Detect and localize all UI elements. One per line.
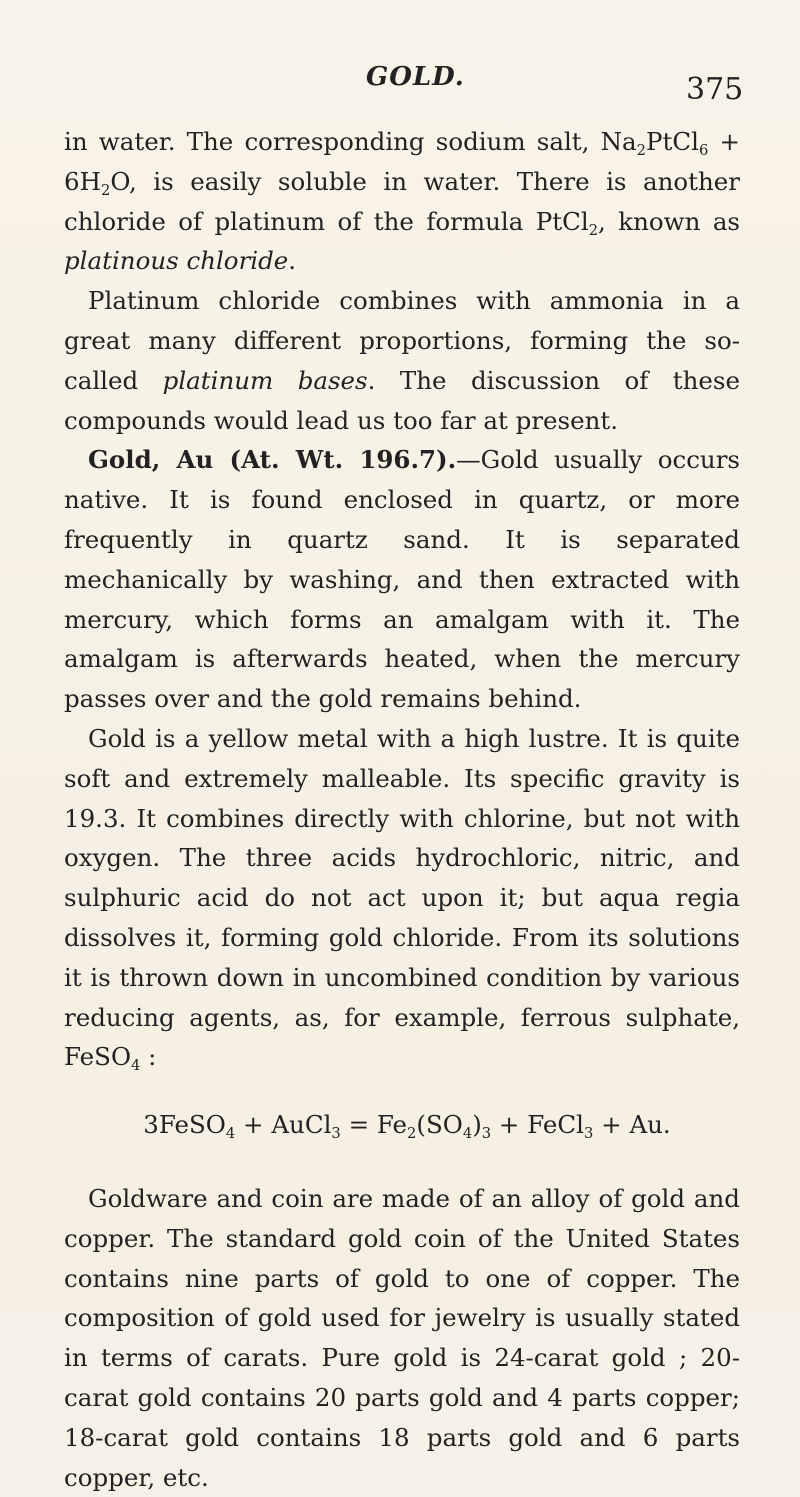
chemical-equation: 3FeSO$_4$ + AuCl$_3$ = $Fe_2(SO_4)_3$ + FeCl$_3$ + Au. bbox=[143, 1110, 671, 1143]
gold-heading: Gold, Au (At. Wt. 196.7). bbox=[88, 445, 457, 475]
page-number: 375 bbox=[686, 72, 744, 107]
paragraph-platinum-bases: Platinum chloride combines with ammonia in a great many different proportions, forming the so-called platinum bases. The discussion of these compounds would lead us too far at present. bbox=[64, 286, 740, 435]
paragraph-sodium-salt: in water. The corresponding sodium salt, $Na_2PtCl_6 + 6H_2O$, is easily soluble in water. There is another chloride of platinum of the formula PtCl$_2$, known as platinous chloride. bbox=[64, 127, 741, 276]
body-text bbox=[64, 122, 740, 1497]
paragraph-gold-properties: Gold is a yellow metal with a high lustre. It is quite soft and extremely malleable. Its specific gravity is 19.3. It combines directly with chlorine, but not with oxygen. The three acids hydrochloric, nitric, and sulphuric acid do not act upon it; but aqua regia dissolves it, forming gold chloride. From its solutions it is thrown down in uncombined condition by various reducing agents, as, for example, ferrous sulphate, FeSO$_4$ : bbox=[64, 723, 740, 1075]
paragraph-gold-occurrence: Gold, Au (At. Wt. 196.7).—Gold usually occurs native. It is found enclosed in quartz, or more frequently in quartz sand. It is separated mechanically by washing, and then extracted with mercury, which forms an amalgam with it. The amalgam is afterwards heated, when the mercury passes over and the gold remains behind. bbox=[64, 445, 740, 714]
running-head: GOLD. bbox=[366, 62, 465, 92]
paragraph-goldware: Goldware and coin are made of an alloy of gold and copper. The standard gold coin of the United States contains nine parts of gold to one of copper. The composition of gold used for jewelry is usually stated in terms of carats. Pure gold is 24-carat gold ; 20-carat gold contains 20 parts gold and 4 parts copper; 18-carat gold contains 18 parts gold and 6 parts copper, etc. bbox=[64, 1183, 740, 1492]
